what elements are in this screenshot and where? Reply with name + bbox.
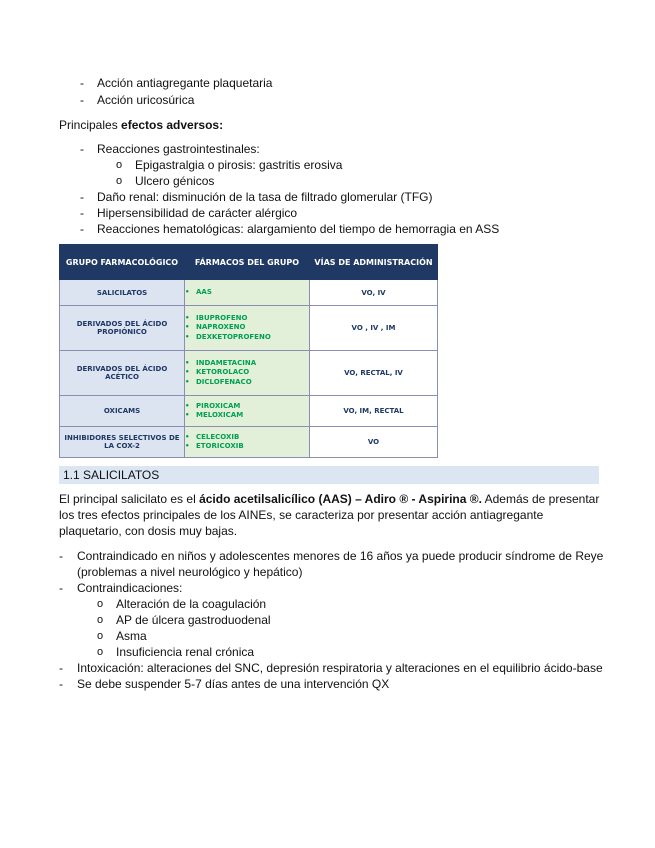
dash-bullet: - (59, 549, 63, 563)
paragraph (59, 491, 599, 539)
routes-cell: VO, IV (310, 280, 438, 306)
drug-item: • DICLOFENACO (185, 378, 309, 388)
list-item-text: Reacciones hematológicas: alargamiento del tiempo de hemorragia en ASS (97, 222, 500, 236)
table-row (60, 306, 438, 351)
paragraph-line: los tres efectos principales de los AINEs, se caracteriza por presentar acción antiagregante (59, 508, 544, 522)
circle-bullet-icon: o (97, 614, 104, 626)
column-header: GRUPO FARMACOLÓGICO (60, 245, 185, 280)
section-title: 1.1 SALICILATOS (63, 468, 160, 482)
list-item-text: Se debe suspender 5-7 días antes de una intervención QX (77, 677, 390, 691)
drug-item: • NAPROXENO (185, 323, 309, 333)
drugs-cell (185, 280, 310, 306)
sub-list-item-text: AP de úlcera gastroduodenal (116, 613, 271, 627)
column-header: VÍAS DE ADMINISTRACIÓN (310, 245, 438, 280)
dash-bullet: - (80, 76, 84, 90)
routes-cell: VO , IV , IM (310, 306, 438, 351)
drugs-cell (185, 306, 310, 351)
dash-bullet: - (59, 581, 63, 595)
table-row (60, 280, 438, 306)
group-cell: INHIBIDORES SELECTIVOS DE LA COX-2 (60, 427, 185, 458)
sub-list-item-text: Epigastralgia o pirosis: gastritis erosiva (135, 158, 343, 172)
adverse-heading: Principales efectos adversos: (59, 118, 224, 132)
paragraph-line: plaquetario, con dosis muy bajas. (59, 524, 238, 538)
drug-item: • CELECOXIB (185, 433, 309, 443)
group-cell: DERIVADOS DEL ÁCIDO PROPIÓNICO (60, 306, 185, 351)
sub-list-item-text: Insuficiencia renal crónica (116, 645, 255, 659)
dash-bullet: - (59, 661, 63, 675)
routes-cell: VO, IM, RECTAL (310, 396, 438, 427)
table-row (60, 427, 438, 458)
list-item-text: Daño renal: disminución de la tasa de filtrado glomerular (TFG) (97, 190, 433, 204)
list-item-text: Reacciones gastrointestinales: (97, 142, 260, 156)
drug-item: • INDAMETACINA (185, 359, 309, 369)
table-row (60, 396, 438, 427)
routes-cell: VO, RECTAL, IV (310, 351, 438, 396)
group-cell: DERIVADOS DEL ÁCIDO ACÉTICO (60, 351, 185, 396)
table-row (60, 351, 438, 396)
circle-bullet-icon: o (116, 175, 123, 187)
drug-item: • KETOROLACO (185, 368, 309, 378)
table-header-row (60, 245, 438, 280)
drugs-cell (185, 396, 310, 427)
list-item-text: Acción antiagregante plaquetaria (97, 76, 273, 90)
dash-bullet: - (80, 206, 84, 220)
circle-bullet-icon: o (97, 598, 104, 610)
routes-cell: VO (310, 427, 438, 458)
list-item-text: Intoxicación: alteraciones del SNC, depresión respiratoria y alteraciones en el equilibrio ácido-base (77, 661, 603, 675)
drugs-cell (185, 427, 310, 458)
drug-table (59, 244, 438, 458)
list-item-text: Acción uricosúrica (97, 93, 195, 107)
sub-list-item-text: Asma (116, 629, 147, 643)
list-item-text: Contraindicado en niños y adolescentes menores de 16 años ya puede producir síndrome de Reye (77, 549, 604, 563)
drug-item: • DEXKETOPROFENO (185, 333, 309, 343)
drug-item: • AAS (185, 288, 309, 298)
group-cell: OXICAMS (60, 396, 185, 427)
paragraph-line: El principal salicilato es el ácido acetilsalicílico (AAS) – Adiro ® - Aspirina ®. Además de presentar (59, 492, 600, 506)
drug-item: • ETORICOXIB (185, 442, 309, 452)
circle-bullet-icon: o (97, 646, 104, 658)
dash-bullet: - (80, 93, 84, 107)
dash-bullet: - (80, 142, 84, 156)
circle-bullet-icon: o (116, 159, 123, 171)
section-heading (59, 466, 599, 484)
sub-list-item-text: Ulcero génicos (135, 174, 215, 188)
group-cell: SALICILATOS (60, 280, 185, 306)
drugs-cell (185, 351, 310, 396)
list-item-text: Hipersensibilidad de carácter alérgico (97, 206, 298, 220)
drug-item: • MELOXICAM (185, 411, 309, 421)
dash-bullet: - (80, 190, 84, 204)
drug-item: • IBUPROFENO (185, 314, 309, 324)
sub-list-item-text: Alteración de la coagulación (116, 597, 267, 611)
drug-item: • PIROXICAM (185, 402, 309, 412)
column-header: FÁRMACOS DEL GRUPO (185, 245, 310, 280)
dash-bullet: - (59, 677, 63, 691)
circle-bullet-icon: o (97, 630, 104, 642)
list-item-text: Contraindicaciones: (77, 581, 183, 595)
dash-bullet: - (80, 222, 84, 236)
